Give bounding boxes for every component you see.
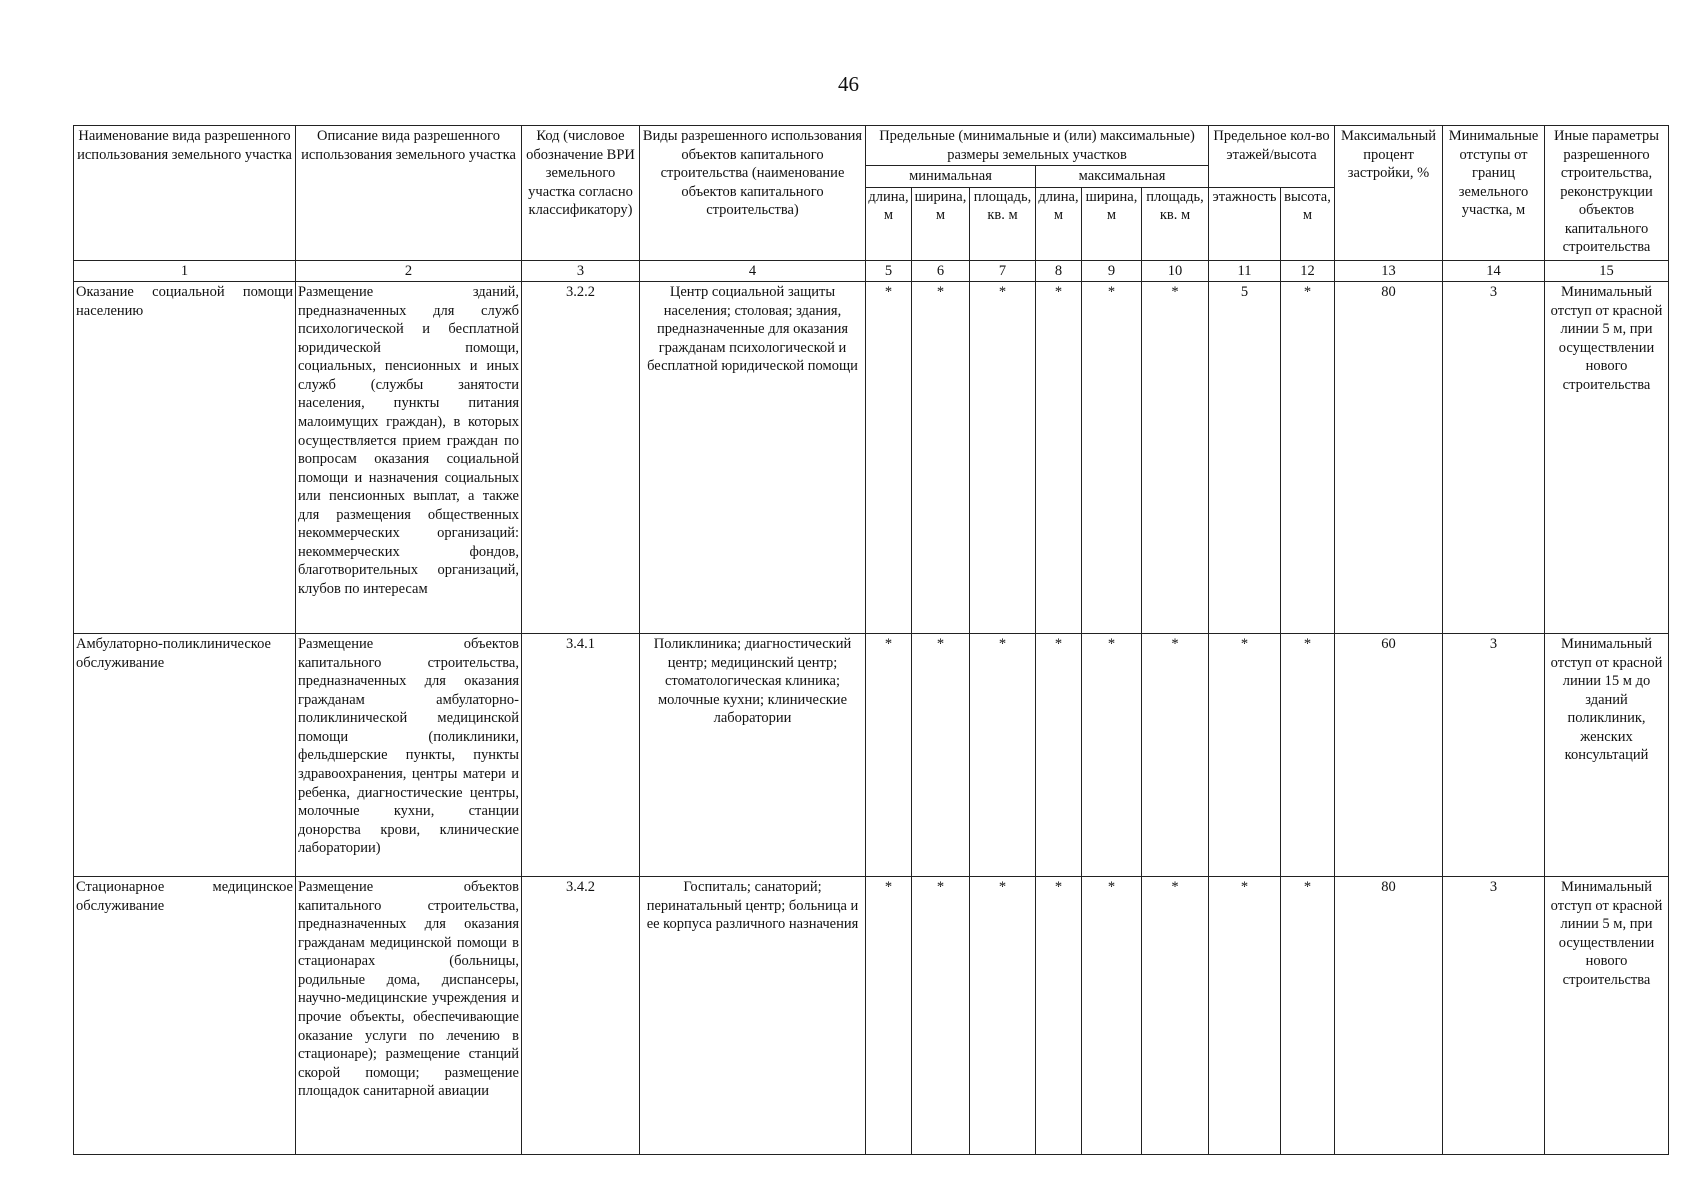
header-height: высота, м [1281,187,1335,260]
max-percent-value: 60 [1335,634,1443,877]
column-number: 5 [866,260,912,282]
min-setback-value: 3 [1443,634,1545,877]
table-row [74,877,1669,1155]
land-use-name: Оказание социальной помощи населению [74,282,296,634]
other-params-value: Минимальный отступ от красной линии 5 м, при осуществлении нового строительства [1545,877,1669,1155]
column-number: 4 [640,260,866,282]
header-description: Описание вида разрешенного использования земельного участка [296,126,522,261]
column-number: 13 [1335,260,1443,282]
max-length-value: * [1036,877,1082,1155]
min-setback-value: 3 [1443,877,1545,1155]
land-use-code: 3.2.2 [522,282,640,634]
header-code: Код (числовое обозначение ВРИ земельного участка согласно классификатору) [522,126,640,261]
min-setback-value: 3 [1443,282,1545,634]
max-percent-value: 80 [1335,282,1443,634]
max-area-value: * [1142,634,1209,877]
column-number: 7 [970,260,1036,282]
header-min-area: площадь, кв. м [970,187,1036,260]
height-value: * [1281,634,1335,877]
column-number: 15 [1545,260,1669,282]
column-number: 1 [74,260,296,282]
header-min-width: ширина, м [912,187,970,260]
land-use-name: Стационарное медицинское обслуживание [74,877,296,1155]
header-min-length: длина, м [866,187,912,260]
column-number: 9 [1082,260,1142,282]
land-use-description: Размещение объектов капитального строительства, предназначенных для оказания гражданам амбулаторно-поликлинической медицинской помощи (поликлиники, фельдшерские пункты, пункты здравоохранения, центры матери и ребенка, диагностические центры, молочные кухни, станции донорства крови, клинические лаборатории) [296,634,522,877]
zoning-parameters-table [73,125,1669,1155]
column-number: 10 [1142,260,1209,282]
column-number: 11 [1209,260,1281,282]
building-objects: Госпиталь; санаторий; перинатальный центр; больница и ее корпуса различного назначения [640,877,866,1155]
header-min-group: минимальная [866,166,1036,188]
max-percent-value: 80 [1335,877,1443,1155]
max-area-value: * [1142,282,1209,634]
floors-value: 5 [1209,282,1281,634]
column-number: 3 [522,260,640,282]
land-use-name: Амбулаторно-поликлиническое обслуживание [74,634,296,877]
header-other-params: Иные параметры разрешенного строительства, реконструкции объектов капитального строительства [1545,126,1669,261]
header-min-setback: Минимальные отступы от границ земельного участка, м [1443,126,1545,261]
max-width-value: * [1082,877,1142,1155]
header-sizes-group: Предельные (минимальные и (или) максимальные) размеры земельных участков [866,126,1209,166]
header-max-percent: Максимальный процент застройки, % [1335,126,1443,261]
floors-value: * [1209,877,1281,1155]
table-row [74,282,1669,634]
header-objects: Виды разрешенного использования объектов капитального строительства (наименование объектов капитального строительства) [640,126,866,261]
min-area-value: * [970,634,1036,877]
column-number: 14 [1443,260,1545,282]
max-width-value: * [1082,282,1142,634]
column-number: 6 [912,260,970,282]
land-use-code: 3.4.1 [522,634,640,877]
building-objects: Центр социальной защиты населения; столовая; здания, предназначенные для оказания гражданам психологической и бесплатной юридической помощи [640,282,866,634]
min-width-value: * [912,634,970,877]
table-row [74,634,1669,877]
header-floors-group: Предельное кол-во этажей/высота [1209,126,1335,188]
min-length-value: * [866,877,912,1155]
floors-value: * [1209,634,1281,877]
column-number: 8 [1036,260,1082,282]
min-length-value: * [866,282,912,634]
header-row-1 [74,126,1669,166]
header-max-group: максимальная [1036,166,1209,188]
header-max-length: длина, м [1036,187,1082,260]
header-max-width: ширина, м [1082,187,1142,260]
min-width-value: * [912,282,970,634]
height-value: * [1281,282,1335,634]
land-use-code: 3.4.2 [522,877,640,1155]
column-number: 2 [296,260,522,282]
land-use-description: Размещение зданий, предназначенных для служб психологической и бесплатной юридической помощи, социальных, пенсионных и иных служб (службы занятости населения, пункты питания малоимущих граждан), в которых осуществляется прием граждан по вопросам оказания социальной помощи и назначения социальных или пенсионных выплат, а также для размещения общественных некоммерческих организаций: некоммерческих фондов, благотворительных организаций, клубов по интересам [296,282,522,634]
max-length-value: * [1036,282,1082,634]
min-width-value: * [912,877,970,1155]
column-number-row [74,260,1669,282]
max-width-value: * [1082,634,1142,877]
height-value: * [1281,877,1335,1155]
header-floors: этажность [1209,187,1281,260]
min-area-value: * [970,877,1036,1155]
header-name: Наименование вида разрешенного использования земельного участка [74,126,296,261]
page-number: 46 [838,72,859,96]
max-length-value: * [1036,634,1082,877]
min-length-value: * [866,634,912,877]
building-objects: Поликлиника; диагностический центр; медицинский центр; стоматологическая клиника; молочные кухни; клинические лаборатории [640,634,866,877]
max-area-value: * [1142,877,1209,1155]
other-params-value: Минимальный отступ от красной линии 5 м, при осуществлении нового строительства [1545,282,1669,634]
land-use-description: Размещение объектов капитального строительства, предназначенных для оказания гражданам медицинской помощи в стационарах (больницы, родильные дома, диспансеры, научно-медицинские учреждения и прочие объекты, обеспечивающие оказание услуги по лечению в стационаре); размещение станций скорой помощи; размещение площадок санитарной авиации [296,877,522,1155]
min-area-value: * [970,282,1036,634]
header-max-area: площадь, кв. м [1142,187,1209,260]
other-params-value: Минимальный отступ от красной линии 15 м до зданий поликлиник, женских консультаций [1545,634,1669,877]
column-number: 12 [1281,260,1335,282]
